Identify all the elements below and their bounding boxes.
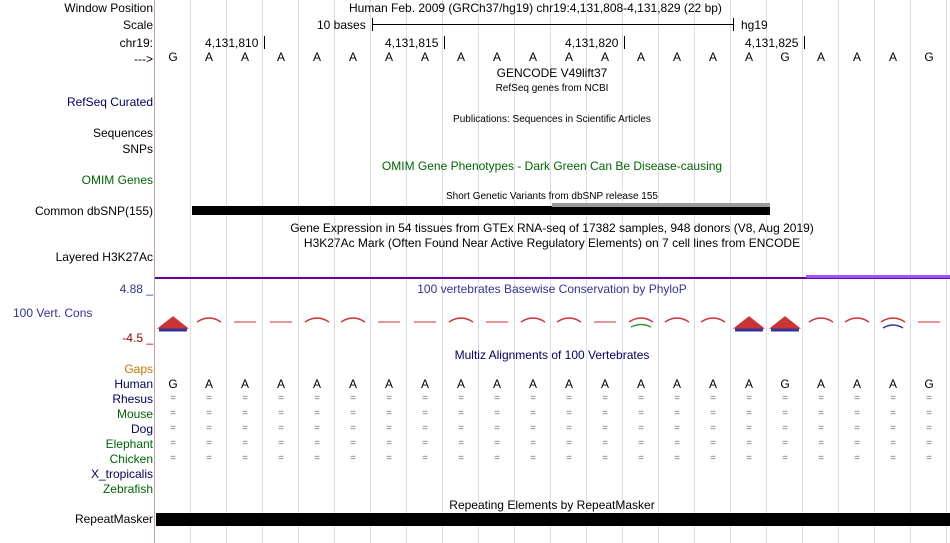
base-letter: G (168, 50, 178, 64)
alignment-match: = (602, 393, 608, 404)
base-letter: A (276, 50, 285, 64)
alignment-match: = (494, 423, 500, 434)
phylop-glyph (557, 318, 581, 322)
base-letter: A (816, 50, 825, 64)
base-letter: A (888, 50, 897, 64)
phylop-glyph (341, 318, 365, 322)
alignment-match: = (314, 438, 320, 449)
alignment-match: = (458, 423, 464, 434)
alignment-match: = (638, 393, 644, 404)
human-base: A (276, 377, 285, 391)
label-100-vert-cons[interactable]: 100 Vert. Cons (13, 306, 93, 320)
alignment-match: = (818, 408, 824, 419)
alignment-match: = (278, 408, 284, 419)
base-letter: A (708, 50, 717, 64)
human-base: A (672, 377, 681, 391)
label-repeatmasker[interactable]: RepeatMasker (74, 512, 153, 526)
repeatmasker-track-title[interactable]: Repeating Elements by RepeatMasker (449, 498, 655, 512)
phylop-glyph (883, 325, 903, 328)
alignment-match: = (350, 408, 356, 419)
alignment-match: = (746, 393, 752, 404)
base-letter: A (852, 50, 861, 64)
human-base: A (492, 377, 501, 391)
dbsnp-track-title[interactable]: Short Genetic Variants from dbSNP release 155 (446, 191, 658, 202)
coord-3: 4,131,820 (565, 36, 619, 50)
alignment-match: = (170, 453, 176, 464)
alignment-match: = (602, 423, 608, 434)
alignment-match: = (458, 453, 464, 464)
alignment-match: = (386, 423, 392, 434)
alignment-match: = (926, 423, 932, 434)
label-gaps[interactable]: Gaps (124, 362, 153, 376)
alignment-match: = (710, 408, 716, 419)
human-base: A (636, 377, 645, 391)
alignment-match: = (530, 438, 536, 449)
species-label-chicken[interactable]: Chicken (109, 452, 153, 466)
alignment-match: = (674, 408, 680, 419)
base-letter: G (780, 50, 790, 64)
alignment-match: = (494, 438, 500, 449)
alignment-match: = (818, 453, 824, 464)
alignment-match: = (278, 423, 284, 434)
base-letter: A (456, 50, 465, 64)
alignment-match: = (926, 393, 932, 404)
publications-track-title[interactable]: Publications: Sequences in Scientific Articles (453, 114, 651, 125)
multiz-track-title[interactable]: Multiz Alignments of 100 Vertebrates (454, 348, 650, 362)
alignment-match: = (350, 453, 356, 464)
alignment-match: = (206, 453, 212, 464)
species-label-x_tropicalis[interactable]: X_tropicalis (90, 467, 153, 481)
alignment-match: = (242, 453, 248, 464)
alignment-match: = (278, 393, 284, 404)
refseq-track-title[interactable]: RefSeq genes from NCBI (495, 83, 609, 94)
base-letter: A (636, 50, 645, 64)
alignment-match: = (530, 408, 536, 419)
label-sequences[interactable]: Sequences (92, 126, 153, 140)
alignment-match: = (422, 408, 428, 419)
human-base: G (168, 377, 178, 391)
phylop-glyph (771, 317, 799, 328)
phylop-glyph (809, 318, 833, 322)
alignment-match: = (854, 408, 860, 419)
alignment-match: = (206, 423, 212, 434)
base-letter: G (924, 50, 934, 64)
base-letter: A (564, 50, 573, 64)
alignment-match: = (566, 423, 572, 434)
alignment-match: = (170, 393, 176, 404)
human-base: A (420, 377, 429, 391)
human-base: A (708, 377, 717, 391)
alignment-match: = (674, 438, 680, 449)
phylop-track-title[interactable]: 100 vertebrates Basewise Conservation by PhyloP (417, 282, 687, 296)
phylop-max-label: 4.88 _ (119, 282, 153, 296)
base-letter: A (420, 50, 429, 64)
alignment-match: = (818, 438, 824, 449)
alignment-match: = (782, 438, 788, 449)
phylop-glyph (521, 318, 545, 322)
label-scale: Scale (122, 18, 153, 32)
alignment-match: = (566, 393, 572, 404)
alignment-match: = (530, 423, 536, 434)
alignment-match: = (638, 408, 644, 419)
alignment-match: = (602, 453, 608, 464)
alignment-match: = (926, 453, 932, 464)
alignment-match: = (386, 408, 392, 419)
phylop-glyph (735, 317, 763, 328)
alignment-match: = (890, 423, 896, 434)
alignment-match: = (638, 453, 644, 464)
human-base: A (204, 377, 213, 391)
gencode-track-title[interactable]: GENCODE V49lift37 (496, 66, 608, 80)
h3k27ac-track-title[interactable]: H3K27Ac Mark (Often Found Near Active Regulatory Elements) on 7 cell lines from ENCODE (303, 236, 801, 250)
alignment-match: = (494, 453, 500, 464)
human-base: A (348, 377, 357, 391)
assembly-position-text: Human Feb. 2009 (GRCh37/hg19) chr19:4,131,808-4,131,829 (22 bp) (349, 1, 722, 15)
label-layered-h3k27ac[interactable]: Layered H3K27Ac (55, 250, 153, 264)
human-base: A (744, 377, 753, 391)
alignment-match: = (782, 423, 788, 434)
alignment-match: = (350, 438, 356, 449)
alignment-match: = (566, 438, 572, 449)
base-letter: A (348, 50, 357, 64)
alignment-match: = (242, 393, 248, 404)
alignment-match: = (206, 408, 212, 419)
human-base: G (780, 377, 790, 391)
human-base: A (852, 377, 861, 391)
alignment-match: = (602, 408, 608, 419)
alignment-match: = (242, 408, 248, 419)
label-common-dbsnp[interactable]: Common dbSNP(155) (34, 204, 153, 218)
alignment-match: = (674, 453, 680, 464)
alignment-match: = (170, 423, 176, 434)
alignment-match: = (458, 393, 464, 404)
alignment-match: = (818, 423, 824, 434)
alignment-match: = (818, 393, 824, 404)
alignment-match: = (566, 453, 572, 464)
alignment-match: = (386, 453, 392, 464)
coord-4: 4,131,825 (745, 36, 799, 50)
human-base: A (312, 377, 321, 391)
alignment-match: = (782, 408, 788, 419)
base-letter: A (528, 50, 537, 64)
human-base: A (816, 377, 825, 391)
alignment-match: = (386, 393, 392, 404)
alignment-match: = (170, 408, 176, 419)
label-omim-genes[interactable]: OMIM Genes (81, 173, 153, 187)
alignment-match: = (314, 423, 320, 434)
coord-2: 4,131,815 (385, 36, 439, 50)
phylop-glyph (159, 317, 187, 328)
human-base: A (528, 377, 537, 391)
alignment-match: = (782, 393, 788, 404)
alignment-match: = (458, 438, 464, 449)
alignment-match: = (386, 438, 392, 449)
alignment-match: = (242, 438, 248, 449)
phylop-glyph (197, 318, 221, 322)
alignment-match: = (350, 393, 356, 404)
alignment-match: = (494, 408, 500, 419)
alignment-match: = (422, 438, 428, 449)
label-chrom: chr19: (119, 36, 153, 50)
species-label-human[interactable]: Human (114, 377, 153, 391)
alignment-match: = (890, 438, 896, 449)
alignment-match: = (602, 438, 608, 449)
alignment-match: = (710, 423, 716, 434)
alignment-match: = (314, 393, 320, 404)
phylop-glyph (881, 318, 905, 322)
human-base: A (564, 377, 573, 391)
base-letter: A (672, 50, 681, 64)
base-letter: A (600, 50, 609, 64)
alignment-match: = (674, 393, 680, 404)
human-base: A (600, 377, 609, 391)
species-label-dog[interactable]: Dog (130, 422, 153, 436)
label-window-position: Window Position (64, 1, 153, 15)
species-label-mouse[interactable]: Mouse (116, 407, 153, 421)
alignment-match: = (674, 423, 680, 434)
species-label-rhesus[interactable]: Rhesus (112, 392, 153, 406)
alignment-match: = (278, 453, 284, 464)
human-base: A (240, 377, 249, 391)
alignment-match: = (854, 393, 860, 404)
species-label-elephant[interactable]: Elephant (105, 437, 153, 451)
alignment-match: = (530, 453, 536, 464)
phylop-glyph (701, 318, 725, 322)
alignment-match: = (314, 453, 320, 464)
species-label-zebrafish[interactable]: Zebrafish (102, 482, 153, 496)
human-base: A (384, 377, 393, 391)
alignment-match: = (350, 423, 356, 434)
alignment-match: = (890, 408, 896, 419)
base-letter: A (744, 50, 753, 64)
alignment-match: = (206, 393, 212, 404)
phylop-glyph (631, 325, 651, 328)
alignment-match: = (206, 438, 212, 449)
phylop-glyph (629, 318, 653, 322)
alignment-match: = (422, 453, 428, 464)
alignment-match: = (566, 408, 572, 419)
base-letter: A (312, 50, 321, 64)
gtex-track-title[interactable]: Gene Expression in 54 tissues from GTEx RNA-seq of 17382 samples, 948 donors (V8, Aug 2019) (290, 221, 814, 235)
alignment-match: = (422, 393, 428, 404)
alignment-match: = (530, 393, 536, 404)
alignment-match: = (278, 438, 284, 449)
base-letter: A (204, 50, 213, 64)
alignment-match: = (746, 408, 752, 419)
alignment-match: = (926, 438, 932, 449)
scale-db: hg19 (741, 18, 768, 32)
alignment-match: = (494, 393, 500, 404)
alignment-match: = (242, 423, 248, 434)
base-letter: A (240, 50, 249, 64)
phylop-glyph (305, 318, 329, 322)
alignment-match: = (710, 393, 716, 404)
alignment-match: = (170, 438, 176, 449)
alignment-match: = (926, 408, 932, 419)
human-base: G (924, 377, 934, 391)
base-letter: A (492, 50, 501, 64)
phylop-glyph (665, 318, 689, 322)
alignment-match: = (746, 453, 752, 464)
repeatmasker-element-bar[interactable] (156, 513, 950, 526)
human-base: A (888, 377, 897, 391)
label-refseq-curated[interactable]: RefSeq Curated (66, 95, 153, 109)
coord-1: 4,131,810 (205, 36, 259, 50)
alignment-match: = (746, 423, 752, 434)
base-letter: A (384, 50, 393, 64)
alignment-match: = (854, 423, 860, 434)
alignment-match: = (458, 408, 464, 419)
strand-arrow: ---> (134, 52, 153, 66)
label-snps[interactable]: SNPs (122, 142, 153, 156)
scale-text: 10 bases (317, 18, 366, 32)
phylop-glyph (449, 318, 473, 322)
alignment-match: = (638, 423, 644, 434)
alignment-match: = (638, 438, 644, 449)
alignment-match: = (782, 453, 788, 464)
alignment-match: = (746, 438, 752, 449)
alignment-match: = (710, 453, 716, 464)
alignment-match: = (710, 438, 716, 449)
omim-track-title[interactable]: OMIM Gene Phenotypes - Dark Green Can Be Disease-causing (381, 159, 723, 173)
alignment-match: = (314, 408, 320, 419)
alignment-match: = (422, 423, 428, 434)
phylop-glyph (845, 318, 869, 322)
alignment-match: = (854, 453, 860, 464)
alignment-match: = (890, 453, 896, 464)
phylop-min-label: -4.5 _ (122, 331, 153, 345)
human-base: A (456, 377, 465, 391)
alignment-match: = (854, 438, 860, 449)
alignment-match: = (890, 393, 896, 404)
